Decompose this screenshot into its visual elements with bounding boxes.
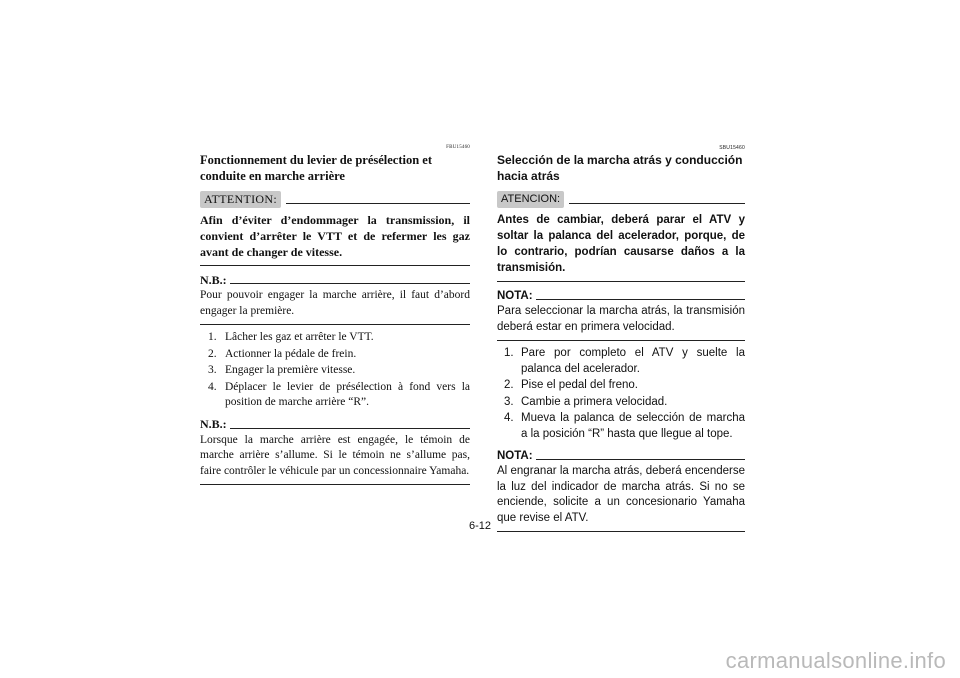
step-text: Mueva la palanca de selección de marcha a la posición “R” hasta que llegue al tope. <box>521 412 745 440</box>
section-code: SBU15460 <box>719 145 745 151</box>
step-text: Cambie a primera velocidad. <box>521 395 668 408</box>
list-item <box>200 380 470 411</box>
note-header <box>497 288 745 304</box>
note-label: N.B.: <box>200 272 227 287</box>
note-text: Para seleccionar la marcha atrás, la transmisión deberá estar en primera velocidad. <box>497 304 745 341</box>
note-header <box>200 417 470 433</box>
step-number: 3. <box>208 364 217 376</box>
step-number: 4. <box>504 412 514 424</box>
step-text: Pare por completo el ATV y suelte la palanca del acelerador. <box>521 347 745 375</box>
spanish-column <box>497 145 745 532</box>
page-number: 6-12 <box>468 520 492 532</box>
note-text: Lorsque la marche arrière est engagée, le témoin de marche arrière s’allume. Si le témoin ne s’allume pas, faire contrôler le véhicule par un concessionnaire Yamaha. <box>200 433 470 486</box>
step-number: 1. <box>504 347 514 359</box>
note-label: NOTA: <box>497 450 533 462</box>
attention-label: ATTENTION: <box>200 191 281 208</box>
watermark: carmanualsonline.info <box>725 648 946 673</box>
note-text: Pour pouvoir engager la marche arrière, il faut d’abord engager la première. <box>200 288 470 325</box>
step-number: 3. <box>504 395 514 408</box>
section-code: FBU15460 <box>446 145 470 150</box>
steps-list <box>497 346 745 442</box>
note-text: Al engranar la marcha atrás, deberá encenderse la luz del indicador de marcha atrás. Si no se enciende, solicite a un concesionario Yamaha que revise el ATV. <box>497 464 745 532</box>
note-header <box>497 448 745 464</box>
step-text: Déplacer le levier de présélection à fond vers la position de marche arrière “R”. <box>225 380 470 408</box>
rule <box>286 203 470 204</box>
list-item <box>497 346 745 377</box>
rule <box>230 283 470 284</box>
french-column <box>200 145 470 485</box>
list-item <box>497 395 745 411</box>
note-header <box>200 272 470 288</box>
list-item <box>200 330 470 346</box>
rule <box>536 299 745 300</box>
step-text: Engager la première vitesse. <box>225 364 356 376</box>
attention-header <box>200 190 470 208</box>
note-label: N.B.: <box>200 417 227 431</box>
step-number: 1. <box>208 331 217 343</box>
section-heading: Fonctionnement du levier de présélection et conduite en marche arrière <box>200 153 433 183</box>
list-item <box>200 347 470 363</box>
step-number: 2. <box>504 379 514 391</box>
step-text: Pise el pedal del freno. <box>521 379 638 391</box>
step-text: Actionner la pédale de frein. <box>225 347 357 360</box>
steps-list <box>200 330 470 411</box>
step-text: Lâcher les gaz et arrêter le VTT. <box>225 331 374 343</box>
attention-header <box>497 190 745 208</box>
attention-text: Antes de cambiar, deberá parar el ATV y soltar la palanca del acelerador, porque, de lo contrario, podrían causarse daños a la transmisión. <box>497 212 745 282</box>
rule <box>536 459 745 460</box>
list-item <box>497 378 745 394</box>
section-heading: Selección de la marcha atrás y conducción hacia atrás <box>497 153 743 183</box>
step-number: 2. <box>208 347 217 360</box>
attention-text: Afin d’éviter d’endommager la transmission, il convient d’arrêter le VTT et de refermer les gaz avant de changer de vitesse. <box>200 212 470 266</box>
list-item <box>200 363 470 379</box>
rule <box>569 203 745 204</box>
step-number: 4. <box>208 380 217 393</box>
rule <box>230 428 470 429</box>
attention-label: ATENCION: <box>497 191 564 208</box>
list-item <box>497 411 745 442</box>
note-label: NOTA: <box>497 290 533 302</box>
